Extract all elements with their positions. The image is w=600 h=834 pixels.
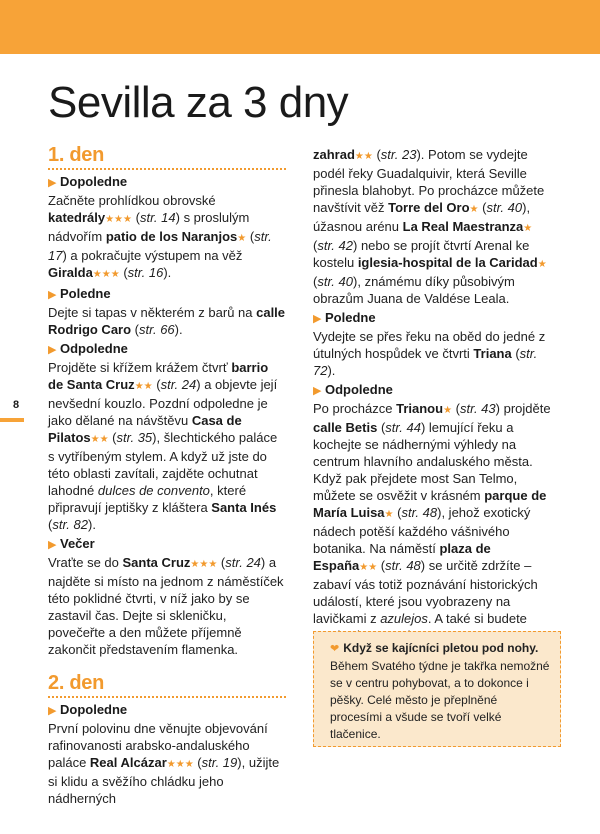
top-color-band [0, 0, 600, 54]
star-icon: ★ [523, 223, 533, 234]
section-heading: ▶ Dopoledne [48, 173, 286, 192]
heart-icon: ❤ [330, 643, 340, 655]
star-icon: ★★ [90, 434, 109, 445]
paragraph: zahrad★★ (str. 23). Potom se vydejte podél řeky Guadalquivir, která Seville přinesla blahobyt. Po procházce můžete navštívit věž Torre del Oro★ (str. 40), úžasnou arénu La Real Maestranza★ (str. 42) nebo se projít čtvrtí Arenal ke kostelu iglesia-hospital de la Caridad★ (str. 40), známému díky působivým obrazům Juana de Valdése Leala. [313, 147, 547, 306]
page-title: Sevilla za 3 dny [48, 78, 349, 127]
star-icon: ★ [237, 233, 247, 244]
arrow-icon: ▶ [48, 177, 57, 189]
paragraph: Dejte si tapas v některém z barů na calle Rodrigo Caro (str. 66). [48, 305, 286, 337]
star-icon: ★★★ [92, 269, 120, 280]
star-icon: ★★ [354, 151, 373, 162]
star-icon: ★ [384, 509, 394, 520]
left-column [48, 144, 286, 807]
tip-box [313, 631, 561, 747]
star-icon: ★★ [359, 562, 378, 573]
paragraph: Projděte si křížem krážem čtvrť barrio de Santa Cruz★★ (str. 24) a objevte její nevšední kouzlo. Pozdní odpoledne je jako dělané na návštěvu Casa de Pilatos★★ (str. 35), šlechtického paláce s vytříbeným stylem. A když už jste do této oblasti zavítali, zajděte ochutnat lahodné dulces de convento, které připravují jeptišky z kláštera Santa Inés (str. 82). [48, 360, 278, 532]
star-icon: ★ [443, 405, 453, 416]
section-heading: ▶ Odpoledne [48, 340, 286, 359]
page-number: 8 [13, 399, 20, 411]
star-icon: ★ [469, 204, 479, 215]
page-marker [0, 418, 24, 422]
paragraph: Začněte prohlídkou obrovské katedrály★★★ (str. 14) s proslulým nádvořím patio de los Naranjos★ (str. 17) a pokračujte výstupem na věž Giralda★★★ (str. 16). [48, 193, 272, 280]
star-icon: ★★★ [105, 214, 132, 225]
paragraph: Vydejte se přes řeku na oběd do jedné z útulných hospůdek ve čtvrti Triana (str. 72). [313, 329, 546, 378]
star-icon: ★★ [134, 381, 153, 392]
paragraph: Po procházce Trianou★ (str. 43) projděte calle Betis (str. 44) lemující řeku a kochejte se nádhernými výhledy na centrum hlavního andaluského města. Když pak přejdete most San Telmo, můžete se osvěžit v krásném parque de María Luisa★ (str. 48), jehož exotický nádech potěší každého vášnivého botanika. Na náměstí plaza de España★★ (str. 48) se určitě zdržíte – zabaví vás totiž poznávání historických událostí, které jsou vyobrazeny na lavičkami z azulejos. A také si budete [313, 401, 551, 626]
arrow-icon: ▶ [313, 385, 322, 397]
section-heading: ▶ Odpoledne [313, 381, 551, 400]
star-icon: ★★★ [166, 759, 194, 770]
arrow-icon: ▶ [313, 313, 322, 325]
section-heading: ▶ Poledne [48, 285, 286, 304]
arrow-icon: ▶ [48, 289, 57, 301]
arrow-icon: ▶ [48, 539, 57, 551]
section-heading: ▶ Večer [48, 535, 286, 554]
arrow-icon: ▶ [48, 705, 57, 717]
arrow-icon: ▶ [48, 344, 57, 356]
day-heading-2: 2. den [48, 672, 286, 698]
star-icon: ★★★ [190, 559, 218, 570]
paragraph: První polovinu dne věnujte objevování rafinovanosti arabsko-andaluského paláce Real Alcázar★★★ (str. 19), užijte si klidu a svěžího chládku jeho nádherných [48, 721, 280, 806]
section-heading: ▶ Poledne [313, 309, 551, 328]
tip-text: ❤ Když se kajícníci pletou pod nohy. Během Svatého týdne je takřka nemožné se v centru pohybovat, a to dokonce i pěšky. Celé město je přeplněné procesími a všude se tvoří velké tlačenice. [330, 641, 550, 741]
right-column [313, 146, 551, 644]
star-icon: ★ [537, 259, 547, 270]
section-heading: ▶ Dopoledne [48, 701, 286, 720]
paragraph: Vraťte se do Santa Cruz★★★ (str. 24) a najděte si místo na jednom z náměstíček této poklidné čtvrti, v níž jako by se zastavil čas. Dejte si skleničku, povečeřte a den můžete příjemně zakončit představením flamenka. [48, 555, 284, 657]
day-heading-1: 1. den [48, 144, 286, 170]
